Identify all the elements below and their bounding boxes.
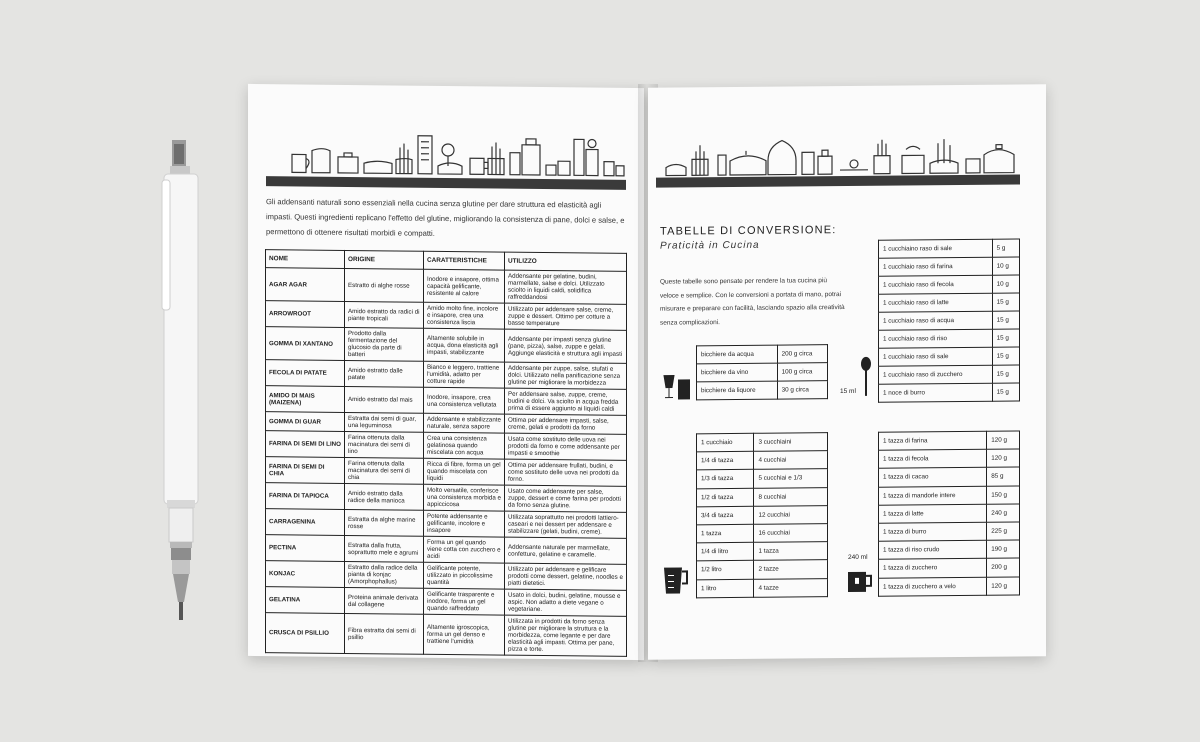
table-cell: Amido estratto dalle patate xyxy=(345,360,424,387)
conversion-title: TABELLE DI CONVERSIONE: xyxy=(660,224,837,238)
table-cell: 1 cucchiaio raso di zucchero xyxy=(879,365,993,384)
table-row xyxy=(266,561,627,591)
table-row xyxy=(266,613,627,657)
table-cell: Addensante naturale per marmellate, confetture, gelatine e caramelle. xyxy=(505,537,627,564)
table-row xyxy=(697,524,828,543)
shelf-bar-right xyxy=(656,174,1020,187)
table-cell: ARROWROOT xyxy=(266,301,345,328)
table-cell: 1 cucchiaio raso di riso xyxy=(879,329,993,348)
table-cell: Crea una consistenza gelatinosa quando miscelata con acqua xyxy=(424,432,505,459)
table-cell: Estratto dalla radice della pianta di konjac (Amorphophallus) xyxy=(345,561,424,588)
table-row xyxy=(697,505,828,524)
table-cell: 1 cucchiaino raso di sale xyxy=(879,239,993,258)
table-cell: 120 g xyxy=(987,449,1020,467)
table-row xyxy=(697,487,828,506)
table-cell: Proteina animale derivata dal collagene xyxy=(345,587,424,614)
table-cell: 1/4 di tazza xyxy=(697,451,754,470)
table-cell: Addensante per zuppe, salse, stufati e dolci. Utilizzato nella panificazione senza glutine per migliorare la morbidezza xyxy=(505,362,627,389)
table-cell: 10 g xyxy=(992,257,1019,275)
table-cell: Inodore e insapore, ottima capacità gelificante, resistente al calore xyxy=(424,269,505,303)
table-row xyxy=(697,381,828,400)
table-cell: 1 cucchiaio raso di farina xyxy=(879,257,993,276)
table-cell: Estratta dalla frutta, soprattutto mele e agrumi xyxy=(345,535,424,562)
table-row xyxy=(697,433,828,452)
table-cell: Estratta dai semi di guar, una leguminosa xyxy=(345,412,424,432)
table-row xyxy=(879,576,1020,595)
table-cell: FARINA DI SEMI DI LINO xyxy=(266,431,345,458)
conversion-subtitle: Praticità in Cucina xyxy=(660,239,760,252)
table-cell: 1/3 di tazza xyxy=(697,470,754,489)
table-cell: GELATINA xyxy=(266,587,345,614)
table-cell: bicchiere da acqua xyxy=(697,345,778,364)
table-row xyxy=(266,360,627,390)
table-cell: 120 g xyxy=(987,431,1020,449)
table-cell: AGAR AGAR xyxy=(266,268,345,302)
table-cell: Fibra estratta dai semi di psillio xyxy=(345,613,424,654)
table-cell: GOMMA DI XANTANO xyxy=(266,327,345,361)
table-cell: 100 g circa xyxy=(777,363,827,381)
table-cell: AMIDO DI MAIS (MAIZENA) xyxy=(266,386,345,413)
table-cell: 150 g xyxy=(987,486,1020,504)
col-header-origin: ORIGINE xyxy=(345,250,424,269)
table-row xyxy=(879,329,1020,348)
table-cell: 2 tazze xyxy=(754,560,828,579)
table-cell: 1 cucchiaio raso di sale xyxy=(879,347,993,366)
kitchen-utensils-illustration-right xyxy=(662,128,1026,179)
table-cell: bicchiere da vino xyxy=(697,363,778,382)
table-row xyxy=(879,558,1020,577)
table-row xyxy=(266,431,627,461)
table-cell: FECOLA DI PATATE xyxy=(266,360,345,387)
left-page xyxy=(248,84,644,660)
table-cell: FARINA DI TAPIOCA xyxy=(266,483,345,510)
table-row xyxy=(879,522,1020,541)
table-cell: 15 g xyxy=(992,293,1019,311)
table-cell: 1 tazza di latte xyxy=(879,504,987,523)
table-row xyxy=(879,504,1020,523)
table-cell: 1 tazza di cacao xyxy=(879,468,987,487)
table-cell: Bianco e leggero, trattiene l'umidità, adatto per cotture rapide xyxy=(424,361,505,388)
table-row xyxy=(697,451,828,470)
table-row xyxy=(879,486,1020,505)
table-cell: Utilizzato per addensare salse, creme, zuppe e dessert. Ottimo per cotture a basse temperature xyxy=(505,303,627,330)
table-cell: Amido estratto dalla radice della manioca xyxy=(345,483,424,510)
table-cell: 1 tazza xyxy=(754,542,828,561)
table-cell: Inodore, insapore, crea una consistenza vellutata xyxy=(424,387,505,414)
spoon-icon xyxy=(858,356,874,398)
table-row xyxy=(697,469,828,488)
cup-icon xyxy=(846,568,874,594)
table-cell: 4 cucchiai xyxy=(754,451,828,470)
kitchen-utensils-illustration xyxy=(288,128,628,180)
table-cell: GOMMA DI GUAR xyxy=(266,412,345,432)
cups-table xyxy=(878,430,1020,596)
table-cell: bicchiere da liquore xyxy=(697,381,778,400)
table-cell: Per addensare salse, zuppe, creme, budini e dolci. Va sciolto in acqua fredda prima di essere aggiunto ai liquidi caldi xyxy=(505,388,627,415)
table-cell: 225 g xyxy=(987,522,1020,540)
table-cell: 1/2 litro xyxy=(697,561,754,580)
table-cell: 15 g xyxy=(992,347,1019,365)
table-cell: Altamente solubile in acqua, dona elasticità agli impasti, stabilizzante xyxy=(424,328,505,362)
spoons-table xyxy=(878,238,1020,402)
table-cell: 5 g xyxy=(992,239,1019,257)
table-cell: Usato come addensante per salse, zuppe, dessert e come farina per prodotti da forno senza glutine. xyxy=(505,485,627,512)
table-row xyxy=(879,347,1020,366)
table-row xyxy=(697,363,828,382)
table-row xyxy=(697,345,828,364)
table-row xyxy=(266,509,627,539)
table-cell: Usata come sostituto delle uova nei prodotti da forno e come addensante per impasti e smoothie xyxy=(505,433,627,460)
table-cell: Amido estratto dal mais xyxy=(345,386,424,413)
table-cell: Altamente igroscopica, forma un gel denso e trattiene l'umidità xyxy=(424,614,505,655)
table-cell: CRUSCA DI PSILLIO xyxy=(266,613,345,654)
table-cell: 1 noce di burro xyxy=(879,383,993,402)
table-cell: 15 g xyxy=(992,329,1019,347)
measuring-jug-icon xyxy=(660,563,690,595)
table-cell: Estratto di alghe rosse xyxy=(345,268,424,302)
table-cell: FARINA DI SEMI DI CHIA xyxy=(266,457,345,484)
table-row xyxy=(879,383,1020,402)
table-cell: Utilizzato per addensare e gelificare prodotti come dessert, gelatine, noodles e piatti dietetici. xyxy=(505,563,627,590)
spoon-ml-label: 15 ml xyxy=(840,387,856,396)
table-cell: Amido estratto da radici di piante tropicali xyxy=(345,301,424,328)
table-row xyxy=(879,467,1020,486)
table-cell: Addensante per impasti senza glutine (pane, pizza), salse, zuppe e gelati. Aggiunge elasticità e struttura agli impasti xyxy=(505,329,627,363)
table-row xyxy=(879,239,1020,258)
table-row xyxy=(879,365,1020,384)
right-page xyxy=(648,84,1046,659)
table-row xyxy=(266,327,627,364)
table-cell: 1 cucchiaio raso di latte xyxy=(879,293,993,312)
table-cell: 1/4 di litro xyxy=(697,542,754,561)
table-row xyxy=(266,483,627,513)
table-cell: 120 g xyxy=(987,576,1020,594)
table-cell: 1 tazza di fecola xyxy=(879,449,987,468)
thickeners-table-body xyxy=(266,268,627,657)
table-cell: 1 tazza di mandorle intere xyxy=(879,486,987,505)
table-cell: Ottima per addensare frullati, budini, e come sostituto delle uova nei prodotti da forno. xyxy=(505,459,627,486)
table-cell: 1 litro xyxy=(697,579,754,598)
table-cell: Prodotto dalla fermentazione del glucosio da parte di batteri xyxy=(345,327,424,361)
table-cell: Farina ottenuta dalla macinatura dei semi di chia xyxy=(345,457,424,484)
table-cell: 1 tazza di burro xyxy=(879,522,987,541)
table-cell: 10 g xyxy=(992,275,1019,293)
table-cell: Estratta da alghe marine rosse xyxy=(345,509,424,536)
table-cell: Farina ottenuta dalla macinatura dei semi di lino xyxy=(345,431,424,458)
table-cell: Molto versatile, conferisce una consistenza morbida e appiccicosa xyxy=(424,484,505,511)
table-cell: Forma un gel quando viene cotta con zucchero e acidi xyxy=(424,536,505,563)
table-row xyxy=(266,268,627,305)
table-cell: Addensante per gelatine, budini, marmellate, salse e dolci. Utilizzato sciolto in liquidi caldi, solidifica raffreddandosi xyxy=(505,270,627,304)
table-row xyxy=(697,542,828,561)
table-row xyxy=(697,560,828,579)
table-row xyxy=(266,535,627,565)
table-cell: PECTINA xyxy=(266,535,345,562)
table-cell: CARRAGENINA xyxy=(266,509,345,536)
table-cell: 240 g xyxy=(987,504,1020,522)
table-cell: Ricca di fibre, forma un gel quando miscelata con liquidi xyxy=(424,458,505,485)
table-cell: 15 g xyxy=(992,383,1019,401)
table-cell: 8 cucchiai xyxy=(754,487,828,506)
table-cell: Addensante e stabilizzante naturale, senza sapore xyxy=(424,413,505,433)
table-cell: 200 g xyxy=(987,558,1020,576)
table-cell: 1/2 di tazza xyxy=(697,488,754,507)
table-row xyxy=(879,257,1020,276)
table-cell: 16 cucchiai xyxy=(754,524,828,543)
table-row xyxy=(879,449,1020,468)
table-row xyxy=(879,275,1020,294)
intro-paragraph: Gli addensanti naturali sono essenziali nella cucina senza glutine per dare struttura ed elasticità agli impasti. Questi ingredienti replicano l'effetto del glutine, migliorando la consistenza di pane, dolci e salse, e permettono di ottenere risultati morbidi e compatti. xyxy=(266,197,625,238)
table-cell: 4 tazze xyxy=(754,578,828,597)
table-cell: 1 tazza di zucchero xyxy=(879,559,987,578)
table-row xyxy=(879,293,1020,312)
table-row xyxy=(266,301,627,331)
conversion-intro: Queste tabelle sono pensate per rendere la tua cucina più veloce e semplice. Con le conversioni a portata di mano, potrai misurare e preparare con facilità, lasciando spazio alla creatività senza complicazioni. xyxy=(660,277,845,327)
col-header-name: NOME xyxy=(266,250,345,269)
table-row xyxy=(879,431,1020,450)
table-cell: Gelificante potente, utilizzato in piccolissime quantità xyxy=(424,562,505,589)
table-cell: 200 g circa xyxy=(777,345,827,363)
table-cell: Potente addensante e gelificante, incolore e insapore xyxy=(424,510,505,537)
cup-ml-label: 240 ml xyxy=(848,553,868,561)
table-cell: 1 tazza xyxy=(697,524,754,543)
table-row xyxy=(266,457,627,487)
table-cell: Amido molto fine, incolore e insapore, crea una consistenza liscia xyxy=(424,302,505,329)
table-cell: 1 tazza di zucchero a velo xyxy=(879,577,987,596)
table-cell: 12 cucchiai xyxy=(754,505,828,524)
table-cell: 190 g xyxy=(987,540,1020,558)
table-cell: 1 tazza di farina xyxy=(879,431,987,450)
table-row xyxy=(879,540,1020,559)
table-row xyxy=(266,386,627,416)
glasses-table xyxy=(696,344,828,400)
table-cell: 15 g xyxy=(992,311,1019,329)
table-cell: 1 cucchiaio raso di acqua xyxy=(879,311,993,330)
table-row xyxy=(697,578,828,597)
glasses-icon xyxy=(662,373,694,401)
table-cell: Ottima per addensare impasti, salse, creme, gelati e prodotti da forno xyxy=(505,414,627,434)
table-row xyxy=(266,587,627,617)
thickeners-table xyxy=(265,249,627,657)
table-cell: 1 cucchiaio xyxy=(697,433,754,452)
table-cell: 30 g circa xyxy=(777,381,827,399)
col-header-features: CARATTERISTICHE xyxy=(424,251,505,270)
table-cell: Utilizzata soprattutto nei prodotti lattiero-caseari e nei dessert per addensare e stabilizzare (gelati, budini, creme). xyxy=(505,511,627,538)
table-cell: 3 cucchiaini xyxy=(754,433,828,452)
pen-illustration xyxy=(158,140,208,630)
table-cell: 3/4 di tazza xyxy=(697,506,754,525)
col-header-usage: UTILIZZO xyxy=(505,252,627,271)
table-cell: 1 cucchiaio raso di fecola xyxy=(879,275,993,294)
table-cell: 5 cucchiai e 1/3 xyxy=(754,469,828,488)
table-cell: Utilizzata in prodotti da forno senza glutine per migliorare la struttura e la morbidezza, come legante e per dare elasticità agli impasti. Ottima per pane, pizza e torte. xyxy=(505,615,627,656)
table-cell: 85 g xyxy=(987,467,1020,485)
table-cell: 15 g xyxy=(992,365,1019,383)
table-cell: Usato in dolci, budini, gelatine, mousse e aspic. Non adatto a diete vegane o vegetariane. xyxy=(505,589,627,616)
table-row xyxy=(879,311,1020,330)
table-cell: KONJAC xyxy=(266,561,345,588)
volume-table xyxy=(696,432,828,598)
table-cell: Gelificante trasparente e inodore, forma un gel quando raffreddato xyxy=(424,588,505,615)
table-cell: 1 tazza di riso crudo xyxy=(879,540,987,559)
